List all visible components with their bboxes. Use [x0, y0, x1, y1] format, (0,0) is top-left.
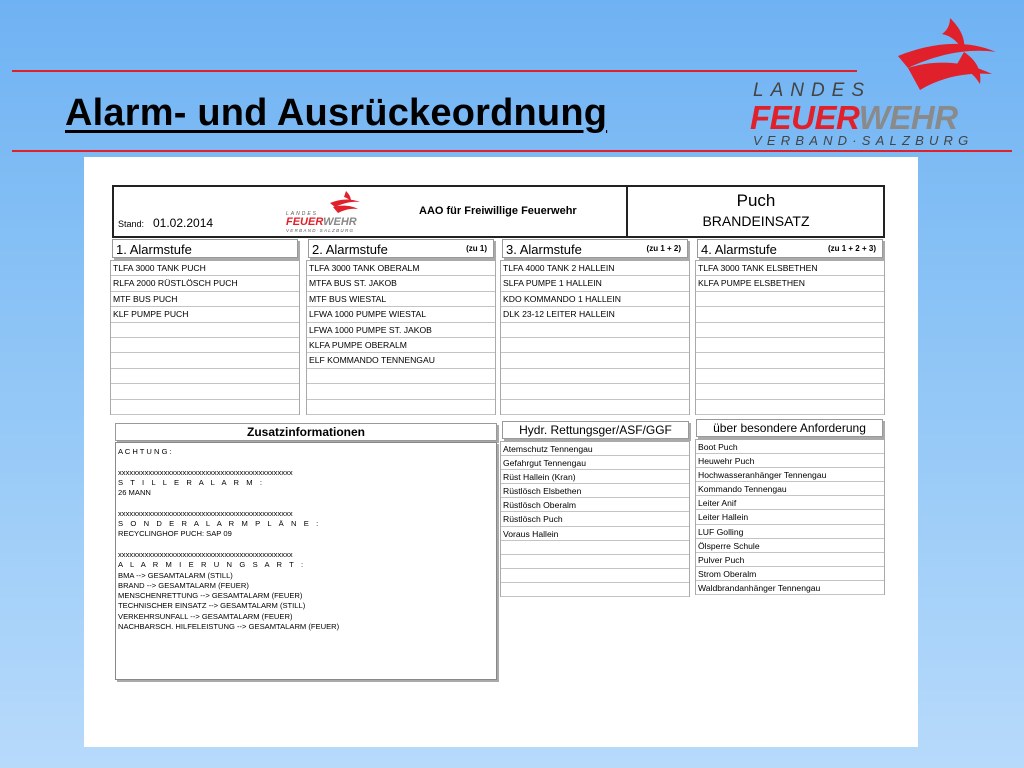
mini-logo-feuerwehr [286, 216, 357, 228]
vehicle-row [111, 400, 299, 415]
zusatz-line: RECYCLINGHOF PUCH: SAP 09 [118, 529, 232, 539]
vehicle-row [111, 353, 299, 368]
hydr-row: Voraus Hallein [501, 527, 689, 541]
besondere-row: Heuwehr Puch [696, 454, 884, 468]
vehicle-row: MTF BUS PUCH [111, 292, 299, 307]
alarmstufe-list-4 [695, 260, 885, 415]
mini-flame-icon [324, 189, 362, 215]
hydr-row: Rüst Hallein (Kran) [501, 470, 689, 484]
vehicle-row [501, 323, 689, 338]
alarmstufe-label: 4. Alarmstufe [701, 242, 777, 257]
alarmstufe-header-1 [112, 239, 298, 258]
zusatz-line: xxxxxxxxxxxxxxxxxxxxxxxxxxxxxxxxxxxxxxxxxxxxxx [118, 549, 293, 559]
vehicle-row [501, 384, 689, 399]
top-red-line [12, 70, 857, 72]
zusatz-line [116, 457, 496, 467]
vehicle-row [696, 338, 884, 353]
hydr-row: Rüstlösch Puch [501, 512, 689, 526]
hydr-row [501, 569, 689, 583]
location-name: Puch [736, 191, 776, 210]
vehicle-row [111, 323, 299, 338]
zusatz-line: xxxxxxxxxxxxxxxxxxxxxxxxxxxxxxxxxxxxxxxxxxxxxx [118, 467, 293, 477]
besondere-row: Ölsperre Schule [696, 539, 884, 553]
incident-category: BRANDEINSATZ [702, 213, 810, 229]
besondere-row: Pulver Puch [696, 553, 884, 567]
vehicle-row: TLFA 3000 TANK PUCH [111, 261, 299, 276]
besondere-row: LUF Golling [696, 525, 884, 539]
vehicle-row: RLFA 2000 RÜSTLÖSCH PUCH [111, 276, 299, 291]
zusatz-line: NACHBARSCH. HILFELEISTUNG --> GESAMTALARM (FEUER) [118, 622, 340, 632]
logo-wehr-text: WEHR [858, 99, 958, 136]
alarmstufe-zu: (zu 1 + 2 + 3) [827, 244, 876, 253]
zusatz-line: 26 MANN [118, 488, 151, 498]
logo-feuer-text: FEUER [750, 99, 859, 136]
besondere-row: Leiter Hallein [696, 510, 884, 524]
hydr-row [501, 541, 689, 555]
vehicle-row [307, 400, 495, 415]
besondere-list [695, 439, 885, 595]
hydr-row: Rüstlösch Oberalm [501, 498, 689, 512]
aao-document [84, 157, 918, 747]
besondere-row: Strom Oberalm [696, 567, 884, 581]
besondere-row: Boot Puch [696, 440, 884, 454]
mini-logo-wehr: WEHR [323, 216, 357, 228]
vehicle-row: SLFA PUMPE 1 HALLEIN [501, 276, 689, 291]
besondere-row: Hochwasseranhänger Tennengau [696, 468, 884, 482]
alarmstufe-label: 3. Alarmstufe [506, 242, 582, 257]
vehicle-row: LFWA 1000 PUMPE WIESTAL [307, 307, 495, 322]
alarmstufe-list-2 [306, 260, 496, 415]
zusatz-line: TECHNISCHER EINSATZ --> GESAMTALARM (STILL) [118, 601, 306, 611]
logo-feuerwehr-text [750, 99, 958, 137]
zusatz-line: xxxxxxxxxxxxxxxxxxxxxxxxxxxxxxxxxxxxxxxxxxxxxx [118, 508, 293, 518]
vehicle-row [696, 292, 884, 307]
zusatz-line: BRAND --> GESAMTALARM (FEUER) [118, 580, 249, 590]
vehicle-row: ELF KOMMANDO TENNENGAU [307, 353, 495, 368]
hydr-row: Atemschutz Tennengau [501, 442, 689, 456]
logo-landes-text: LANDES [753, 80, 872, 101]
zusatz-line [116, 498, 496, 508]
hydr-header: Hydr. Rettungsger/ASF/GGF [502, 421, 689, 439]
zusatz-line: A L A R M I E R U N G S A R T : [118, 560, 306, 570]
zusatz-line [116, 540, 496, 550]
flame-swoosh-icon [868, 8, 1008, 98]
vehicle-row [696, 400, 884, 415]
vehicle-row: KLFA PUMPE ELSBETHEN [696, 276, 884, 291]
vehicle-row [501, 400, 689, 415]
vehicle-row: KLF PUMPE PUCH [111, 307, 299, 322]
besondere-header: über besondere Anforderung [696, 419, 883, 437]
hydr-row: Gefahrgut Tennengau [501, 456, 689, 470]
vehicle-row [696, 384, 884, 399]
slide-title: Alarm- und Ausrückeordnung [65, 92, 608, 134]
alarmstufe-header-3 [502, 239, 688, 258]
zusatz-header: Zusatzinformationen [115, 423, 497, 441]
alarmstufe-header-2 [308, 239, 494, 258]
bottom-red-line [12, 150, 1012, 152]
mini-logo-landes: LANDES [286, 211, 319, 217]
landesfeuerwehr-logo [748, 8, 1010, 146]
stand-date: 01.02.2014 [153, 216, 214, 230]
vehicle-row [307, 369, 495, 384]
hydr-list [500, 441, 690, 597]
alarmstufe-label: 1. Alarmstufe [116, 242, 192, 257]
zusatz-line: A C H T U N G : [118, 447, 172, 456]
vehicle-row [696, 307, 884, 322]
alarmstufe-header-4 [697, 239, 883, 258]
zusatz-line: VERKEHRSUNFALL --> GESAMTALARM (FEUER) [118, 611, 293, 621]
vehicle-row: TLFA 4000 TANK 2 HALLEIN [501, 261, 689, 276]
zusatz-line: S T I L L E R A L A R M : [118, 477, 265, 487]
stand-label: Stand: [118, 219, 145, 229]
mini-logo-feuer: FEUER [286, 216, 324, 228]
vehicle-row [111, 338, 299, 353]
zusatz-lines [116, 443, 496, 632]
hydr-row [501, 555, 689, 569]
besondere-row: Leiter Anif [696, 496, 884, 510]
besondere-row: Waldbrandanhänger Tennengau [696, 581, 884, 595]
alarmstufe-list-3 [500, 260, 690, 415]
vehicle-row [501, 338, 689, 353]
hydr-row [501, 583, 689, 597]
vehicle-row [111, 369, 299, 384]
vehicle-row: TLFA 3000 TANK ELSBETHEN [696, 261, 884, 276]
vehicle-row [111, 384, 299, 399]
vehicle-row [696, 323, 884, 338]
hydr-row: Rüstlösch Elsbethen [501, 484, 689, 498]
vehicle-row: KDO KOMMANDO 1 HALLEIN [501, 292, 689, 307]
alarmstufe-zu: (zu 1) [466, 244, 487, 253]
mini-logo-verband: VERBAND·SALZBURG [286, 228, 355, 233]
vehicle-row [696, 353, 884, 368]
vehicle-row: MTF BUS WIESTAL [307, 292, 495, 307]
zusatz-box [115, 442, 497, 680]
vehicle-row: TLFA 3000 TANK OBERALM [307, 261, 495, 276]
vehicle-row: LFWA 1000 PUMPE ST. JAKOB [307, 323, 495, 338]
zusatz-line: BMA --> GESAMTALARM (STILL) [118, 570, 233, 580]
alarmstufe-zu: (zu 1 + 2) [646, 244, 681, 253]
vehicle-row [307, 384, 495, 399]
mini-logo [284, 189, 374, 235]
besondere-row: Kommando Tennengau [696, 482, 884, 496]
vehicle-row: KLFA PUMPE OBERALM [307, 338, 495, 353]
vehicle-row [501, 369, 689, 384]
vehicle-row [696, 369, 884, 384]
zusatz-line: MENSCHENRETTUNG --> GESAMTALARM (FEUER) [118, 591, 303, 601]
aao-title: AAO für Freiwillige Feuerwehr [419, 205, 577, 217]
vehicle-row [501, 353, 689, 368]
logo-verband-text: VERBAND·SALZBURG [753, 133, 974, 148]
zusatz-line: S O N D E R A L A R M P L Ä N E : [118, 519, 321, 529]
document-header [112, 185, 885, 238]
vehicle-row: MTFA BUS ST. JAKOB [307, 276, 495, 291]
alarmstufe-label: 2. Alarmstufe [312, 242, 388, 257]
alarmstufe-list-1 [110, 260, 300, 415]
vehicle-row: DLK 23-12 LEITER HALLEIN [501, 307, 689, 322]
